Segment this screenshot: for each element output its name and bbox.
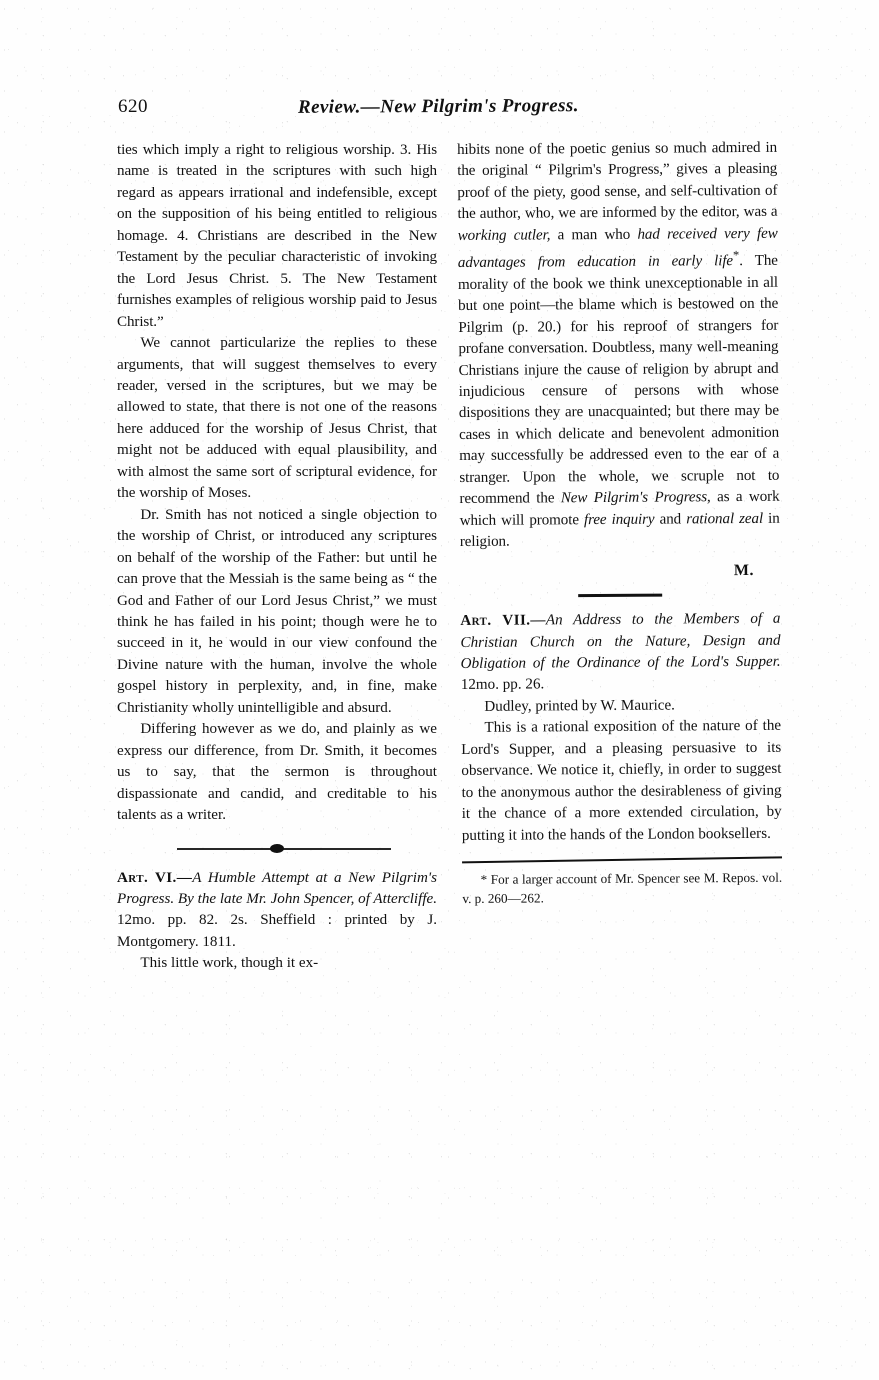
article-6-heading (117, 868, 437, 954)
article-7-imprint: Dudley, printed by W. Maurice. (484, 697, 675, 715)
review-italic-free-inquiry: free inquiry (583, 511, 655, 528)
review-text-f: in religion. (459, 510, 780, 551)
review-text-e: and (654, 511, 687, 528)
article-7-body: This is a rational exposition of the nature of the Lord's Supper, and a pleasing persuasive to its observance. We notice it, chiefly, in order to suggest to the anonymous author the desirableness of giving it the chance of a more extended circulation, by putting it into the hands of the London booksellers. (461, 718, 782, 844)
article-7-label: Art. VII.— (460, 612, 546, 630)
paragraph: Differing however as we do, and plainly as we express our difference, from Dr. Smith, it becomes us to say, that the sermon is throughout dispassionate and candid, and creditable to his talents as a writer. (117, 721, 437, 824)
article-6-label: Art. VI.— (117, 869, 193, 886)
article-6-format: 12mo. pp. 82. 2s. (117, 912, 248, 929)
article-6-imprint: Sheffield : printed by J. Montgomery. 1811. (117, 912, 438, 950)
review-text-c: . The morality of the book we think unexceptionable in all but one point—the blame which is bestowed on the Pilgrim (p. 20.) for his reproof of strangers for profane conversation. Doubtless, many well-meaning Christians injure the cause of religion by abrupt and injudicious censure of persons with whose dispositions they are unacquainted; but there may be cases in which delicate and benevolent admonition may successfully be addressed even to the ear of a stranger. Upon the whole, we scruple not to recommend the (457, 253, 780, 508)
paragraph: Dr. Smith has not noticed a single objection to the worship of Christ, or introduced any scriptures on behalf of the worship of the Father: but until he can prove that the Messiah is the same being as “ the God and Father of our Lord Jesus Christ,” we must think he has failed in his point; though were he to succeed in it, he would in our view confound the Divine nature with the human, involve the whole gospel history in perplexity, and, in fine, make Christianity wholly unintelligible and absurd. (117, 506, 437, 716)
article-6-body-start: This little work, though it ex- (140, 955, 319, 972)
section-rule-divider (578, 594, 662, 598)
review-italic-education-quote: had received very few advantages from education in early life (457, 225, 778, 272)
article-6-title: A Humble Attempt at a New Pilgrim's Progress. By the late Mr. John Spencer, of Attercliffe. (117, 869, 437, 907)
review-text-b: a man who (550, 226, 638, 244)
running-head-title: Review.—New Pilgrim's Progress. (297, 95, 579, 118)
review-text-d: as a work which will promote (459, 489, 780, 529)
page-folio-number: 620 (118, 96, 148, 117)
footnote-asterisk: * (480, 871, 488, 887)
review-text-a: hibits none of the poetic genius so much admired in the original “ Pilgrim's Progress,” gives a pleasing proof of the piety, good sense, and self-cultivation of the author, who, we are informed by the editor, was a (457, 139, 778, 223)
review-italic-working-cutler: working cutler, (457, 227, 551, 244)
article-7-title: An Address to the Members of a Christian Church on the Nature, Design and Obligation of the Ordinance of the Lord's Supper. (460, 610, 781, 672)
left-text-column (117, 140, 437, 975)
footnote-marker-ref: * (732, 248, 740, 263)
paragraph-continued (457, 138, 780, 554)
footnote-rule (462, 856, 782, 863)
footnote-text: For a larger account of Mr. Spencer see M. Repos. vol. v. p. 260—262. (462, 869, 783, 906)
reviewer-signature: M. (733, 561, 755, 579)
footnote (462, 869, 782, 908)
review-italic-book-title: New Pilgrim's Progress, (560, 489, 711, 507)
review-italic-rational-zeal: rational zeal (686, 510, 764, 528)
paragraph-continued: ties which imply a right to religious worship. 3. His name is treated in the scriptures with such high regard as appears irrational and indefensible, except on the supposition of his being entitled to religious homage. 4. Christians are described in the New Testament by the peculiar characteristic of invoking the Lord Jesus Christ. 5. The New Testament furnishes examples of religious worship paid to Jesus Christ.” (117, 142, 437, 330)
article-7-format: 12mo. pp. 26. (460, 676, 545, 694)
paragraph: We cannot particularize the replies to these arguments, that will suggest themselves to every reader, versed in the scriptures, but we may be allowed to state, that there is not one of the reasons here adduced for the worship of Jesus Christ, that might not be adduced with equal plausibility, and with almost the same sort of scriptural evidence, for the worship of Moses. (117, 335, 437, 502)
article-7-heading (460, 609, 781, 697)
right-text-column (457, 138, 782, 908)
ornament-divider (117, 836, 437, 862)
running-head (118, 96, 778, 124)
